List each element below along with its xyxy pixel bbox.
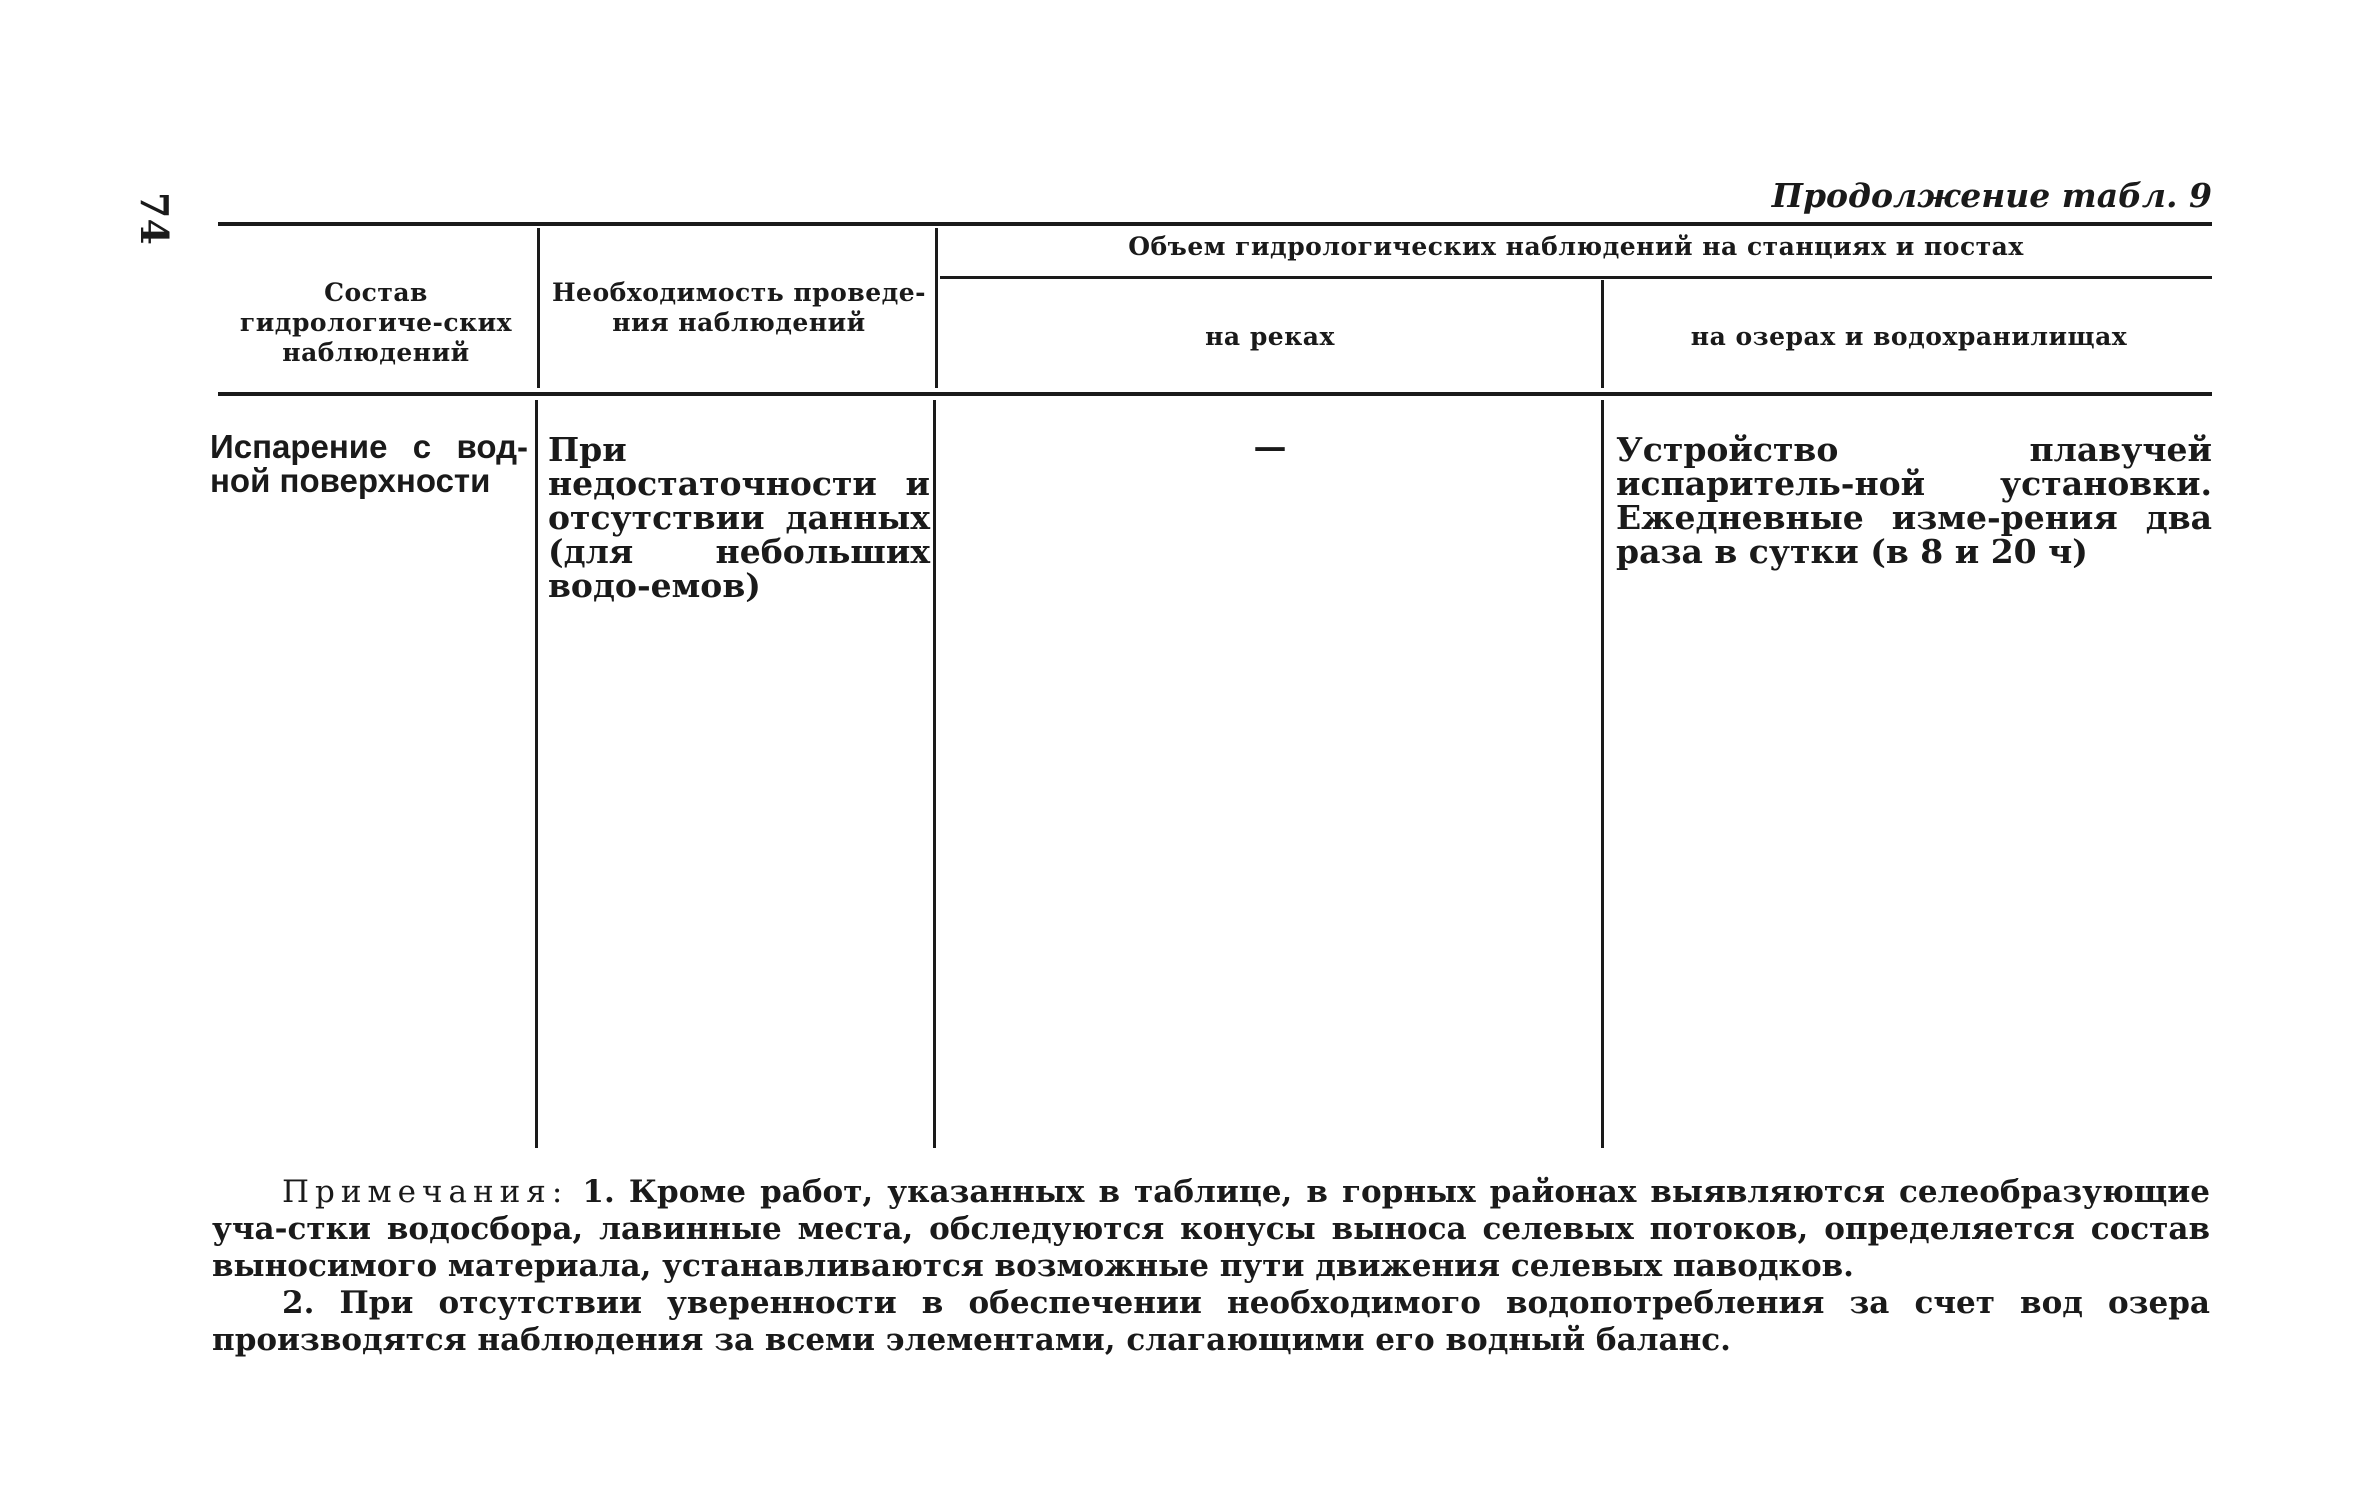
column-divider-1: [537, 228, 540, 388]
column-divider-2-body: [933, 400, 936, 1148]
notes: [212, 1174, 2210, 1359]
header-composition: Состав гидрологиче-ских наблюдений: [239, 278, 513, 367]
header-bottom-rule: [218, 392, 2212, 396]
column-divider-2: [935, 228, 938, 388]
cell-lakes: Устройство плавучей испаритель-ной установки. Ежедневные изме-рения два раза в сутки (в 8 и 20 ч): [1616, 430, 2212, 571]
cell-necessity: При недостаточности и отсутствии данных (для небольших водо-емов): [548, 430, 930, 605]
notes-label: Примечания:: [282, 1174, 569, 1210]
header-rivers: на реках: [1205, 322, 1335, 351]
header-lakes: на озерах и водохранилищах: [1690, 322, 2128, 351]
note-1-text: 1. Кроме работ, указанных в таблице, в горных районах выявляются селеобразующие уча-стки водосбора, лавинные места, обследуются конусы выноса селевых потоков, определяется состав выносимого материала, устанавливаются возможные пути движения селевых паводков.: [212, 1174, 2210, 1284]
group-header-rule: [940, 276, 2212, 279]
header-observation-volume: Объем гидрологических наблюдений на станциях и постах: [1128, 232, 2024, 261]
cell-composition: Испарение с вод-ной поверхности: [210, 428, 528, 499]
note-1: [212, 1174, 2210, 1285]
table-top-rule: [218, 222, 2212, 226]
column-divider-3-body: [1601, 400, 1604, 1148]
cell-rivers: —: [1253, 427, 1287, 466]
table-continuation-caption: Продолжение табл. 9: [1771, 176, 2212, 215]
header-necessity: Необходимость проведе-ния наблюдений: [551, 278, 927, 337]
column-divider-1-body: [535, 400, 538, 1148]
note-2: 2. При отсутствии уверенности в обеспечении необходимого водопотребления за счет вод озера производятся наблюдения за всеми элементами, слагающими его водный баланс.: [212, 1285, 2210, 1358]
page-number: 74: [131, 192, 177, 245]
column-divider-3: [1601, 280, 1604, 388]
